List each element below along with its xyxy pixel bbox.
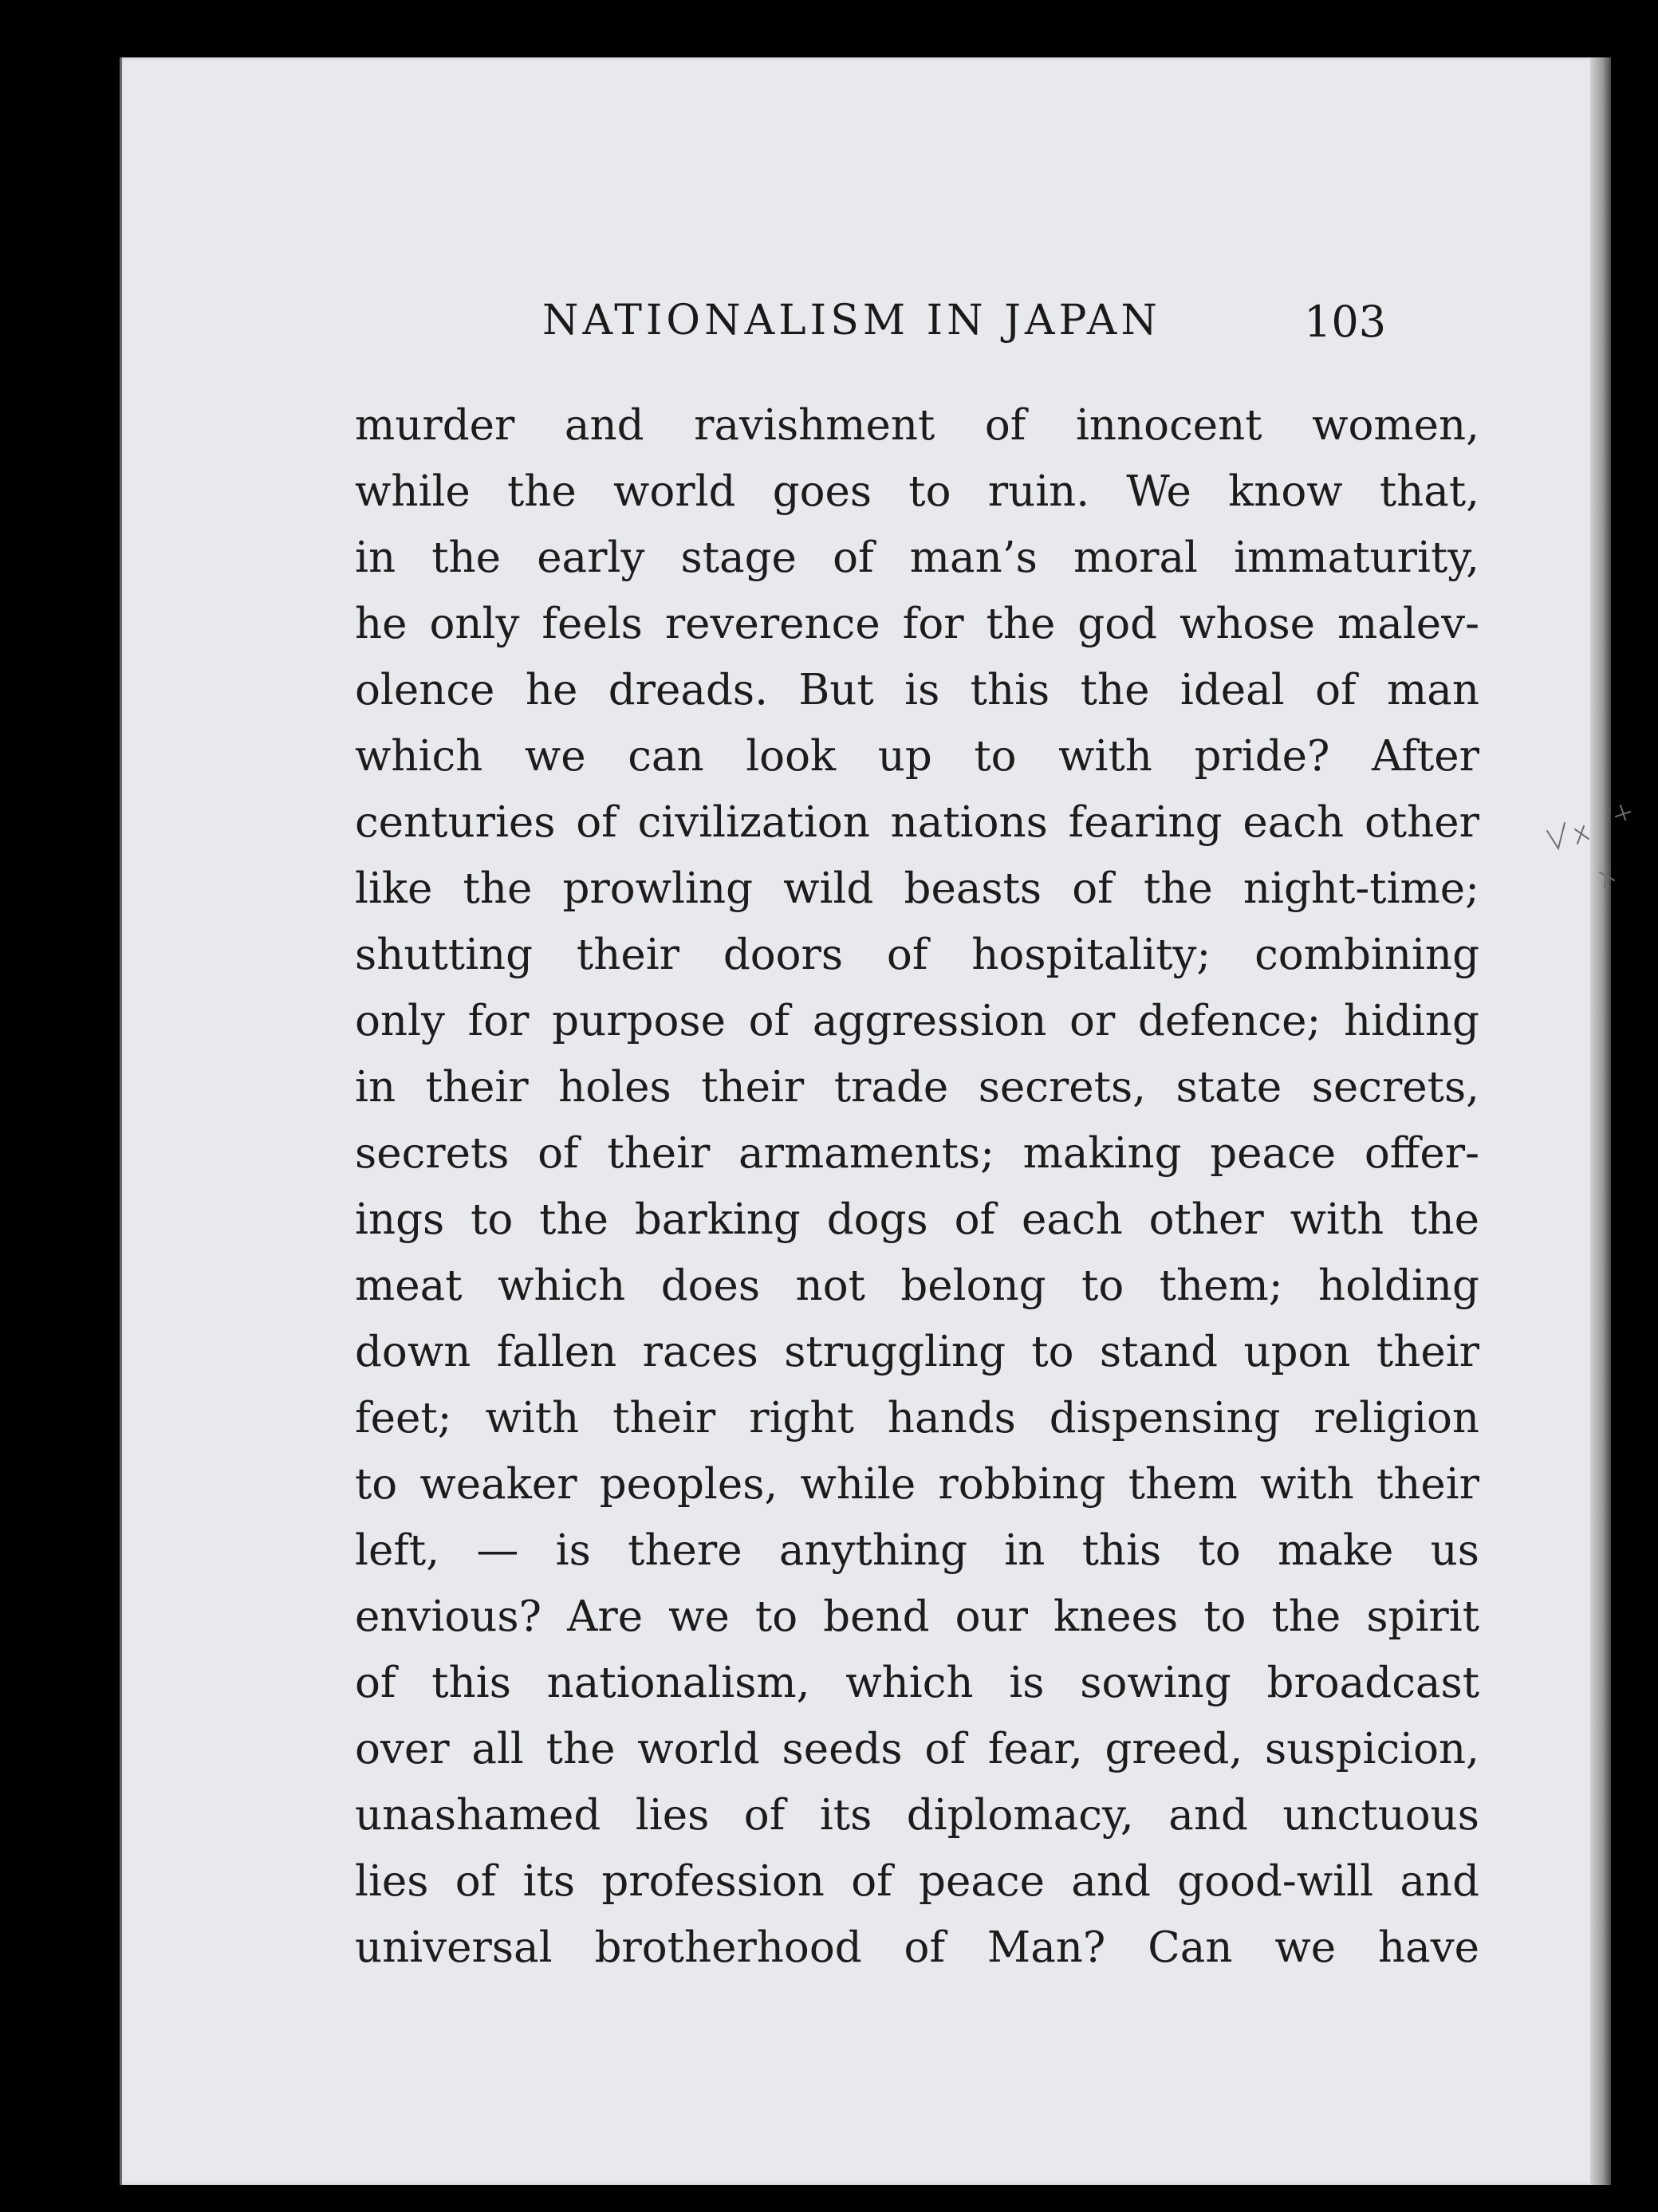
book-page — [120, 57, 1611, 2185]
text-line: ings to the barking dogs of each other with the — [355, 1195, 1479, 1244]
body-text — [355, 392, 1479, 1981]
text-line: left, — is there anything in this to make us — [355, 1526, 1479, 1575]
text-line: only for purpose of aggression or defence; hiding — [355, 997, 1479, 1045]
text-line: lies of its profession of peace and good-will and — [355, 1857, 1479, 1906]
page-edge-shadow — [1590, 57, 1611, 2185]
text-line: envious? Are we to bend our knees to the spirit — [355, 1592, 1479, 1641]
binding-edge — [120, 57, 122, 2185]
page-header — [120, 297, 1611, 352]
text-line: in their holes their trade secrets, state secrets, — [355, 1063, 1479, 1112]
text-line: feet; with their right hands dispensing religion — [355, 1394, 1479, 1443]
text-line: to weaker peoples, while robbing them with their — [355, 1460, 1479, 1509]
page-number: 103 — [1304, 297, 1387, 347]
text-line: he only feels reverence for the god whose malev- — [355, 600, 1479, 648]
text-line: meat which does not belong to them; holding — [355, 1261, 1479, 1310]
text-line: which we can look up to with pride? After — [355, 732, 1479, 781]
text-line: over all the world seeds of fear, greed, suspicion, — [355, 1725, 1479, 1773]
text-line: centuries of civilization nations fearing each other — [355, 798, 1479, 847]
text-line: unashamed lies of its diplomacy, and unctuous — [355, 1791, 1479, 1840]
text-line: murder and ravishment of innocent women, — [355, 401, 1479, 450]
text-line: of this nationalism, which is sowing broadcast — [355, 1659, 1479, 1707]
text-line: universal brotherhood of Man? Can we have — [355, 1923, 1479, 1972]
text-line: like the prowling wild beasts of the night-time; — [355, 864, 1479, 913]
text-line: down fallen races struggling to stand upon their — [355, 1328, 1479, 1376]
text-line: while the world goes to ruin. We know that, — [355, 467, 1479, 516]
text-line: shutting their doors of hospitality; combining — [355, 931, 1479, 979]
text-line: in the early stage of man’s moral immaturity, — [355, 533, 1479, 582]
text-line: olence he dreads. But is this the ideal of man — [355, 666, 1479, 714]
pencil-mark-icon — [1531, 799, 1643, 903]
text-line: secrets of their armaments; making peace offer- — [355, 1129, 1479, 1178]
running-title: NATIONALISM IN JAPAN — [542, 297, 1161, 344]
